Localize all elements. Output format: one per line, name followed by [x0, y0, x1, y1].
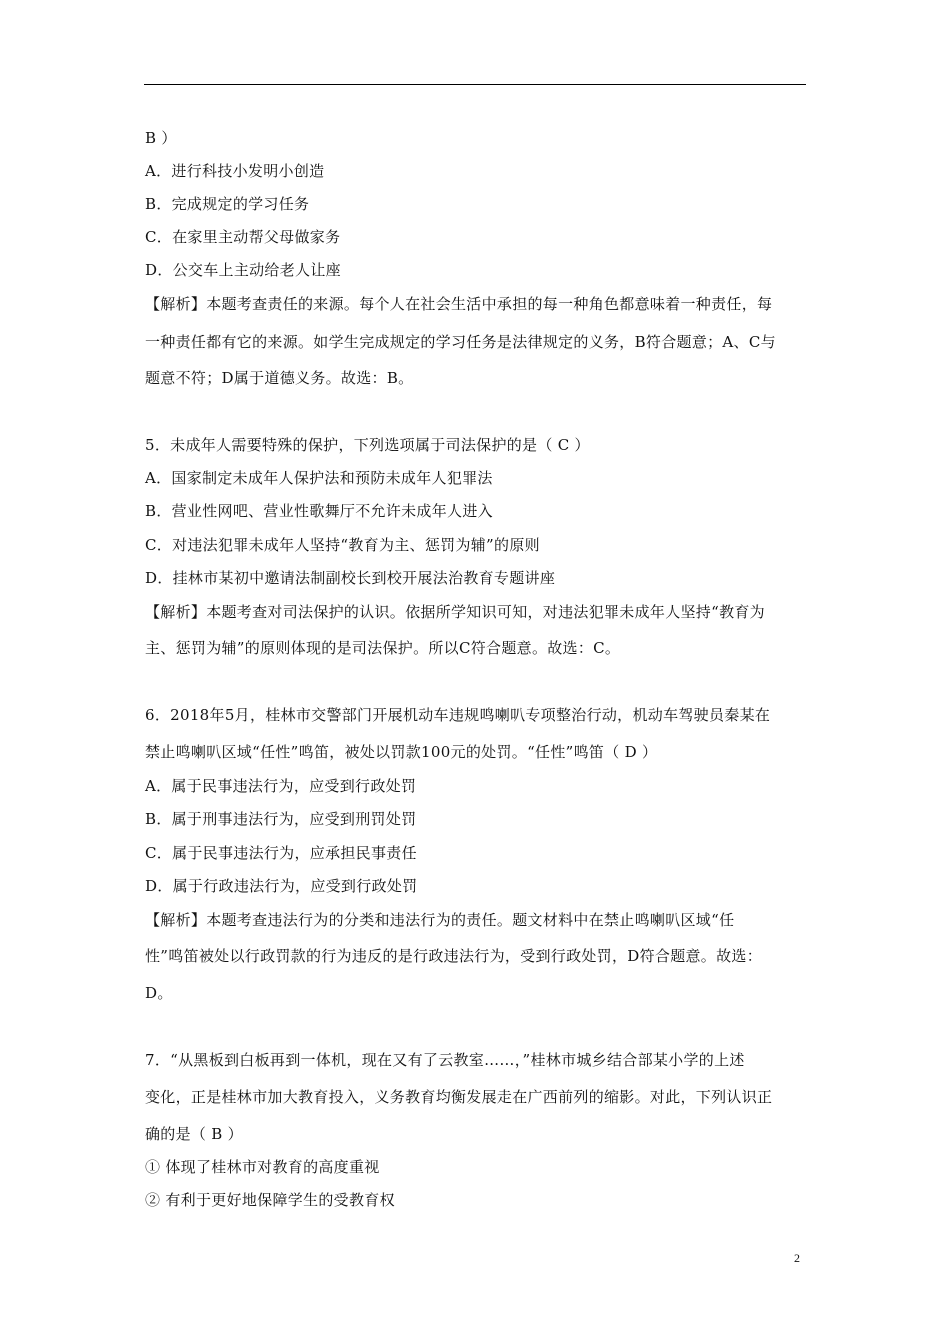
q4-option-c: C．在家里主动帮父母做家务: [145, 228, 341, 246]
q6-stem-line-1: 6．2018年5月，桂林市交警部门开展机动车违规鸣喇叭专项整治行动，机动车驾驶员秦某在: [145, 706, 771, 724]
q4-analysis-line-2: 一种责任都有它的来源。如学生完成规定的学习任务是法律规定的义务，B符合题意；A、C与: [145, 333, 776, 351]
q6-option-b: B．属于刑事违法行为，应受到刑罚处罚: [145, 810, 417, 828]
q5-analysis-line-1: 【解析】本题考查对司法保护的认识。依据所学知识可知，对违法犯罪未成年人坚持“教育为: [145, 603, 765, 621]
q5-option-a: A．国家制定未成年人保护法和预防未成年人犯罪法: [145, 469, 493, 487]
q4-option-d: D．公交车上主动给老人让座: [145, 261, 341, 279]
q7-stem-line-2: 变化，正是桂林市加大教育投入，义务教育均衡发展走在广西前列的缩影。对此，下列认识正: [145, 1088, 773, 1106]
q5-option-c: C．对违法犯罪未成年人坚持“教育为主、惩罚为辅”的原则: [145, 536, 540, 554]
q4-option-a: A．进行科技小发明小创造: [145, 162, 325, 180]
q4-analysis-line-3: 题意不符；D属于道德义务。故选：B。: [145, 369, 414, 387]
page-number: 2: [794, 1251, 800, 1265]
q6-option-d: D．属于行政违法行为，应受到行政处罚: [145, 877, 418, 895]
q6-analysis-line-3: D。: [145, 984, 173, 1002]
q6-analysis-line-2: 性”鸣笛被处以行政罚款的行为违反的是行政违法行为，受到行政处罚，D符合题意。故选：: [145, 947, 762, 965]
q7-stem-line-1: 7．“从黑板到白板再到一体机，现在又有了云教室……，”桂林市城乡结合部某小学的上述: [145, 1051, 745, 1069]
q7-item-1: ① 体现了桂林市对教育的高度重视: [145, 1158, 380, 1176]
q6-option-c: C．属于民事违法行为，应承担民事责任: [145, 844, 417, 862]
q7-item-2: ② 有利于更好地保障学生的受教育权: [145, 1191, 395, 1209]
q5-stem: 5．未成年人需要特殊的保护，下列选项属于司法保护的是（ C ）: [145, 436, 590, 454]
q6-analysis-line-1: 【解析】本题考查违法行为的分类和违法行为的责任。题文材料中在禁止鸣喇叭区域“任: [145, 911, 735, 929]
q5-analysis-line-2: 主、惩罚为辅”的原则体现的是司法保护。所以C符合题意。故选：C。: [145, 639, 621, 657]
q6-option-a: A．属于民事违法行为，应受到行政处罚: [145, 777, 417, 795]
q5-option-d: D．挂林市某初中邀请法制副校长到校开展法治教育专题讲座: [145, 569, 556, 587]
q4-analysis-line-1: 【解析】本题考查责任的来源。每个人在社会生活中承担的每一种角色都意味着一种责任，每: [145, 295, 773, 313]
q6-stem-line-2: 禁止鸣喇叭区域“任性”鸣笛，被处以罚款100元的处罚。“任性”鸣笛（ D ）: [145, 743, 658, 761]
q5-option-b: B．营业性网吧、营业性歌舞厅不允许未成年人进入: [145, 502, 493, 520]
q7-stem-line-3: 确的是（ B ）: [145, 1125, 243, 1143]
q4-stem-tail: B ）: [145, 129, 177, 147]
q4-option-b: B．完成规定的学习任务: [145, 195, 310, 213]
header-rule: [144, 84, 806, 85]
